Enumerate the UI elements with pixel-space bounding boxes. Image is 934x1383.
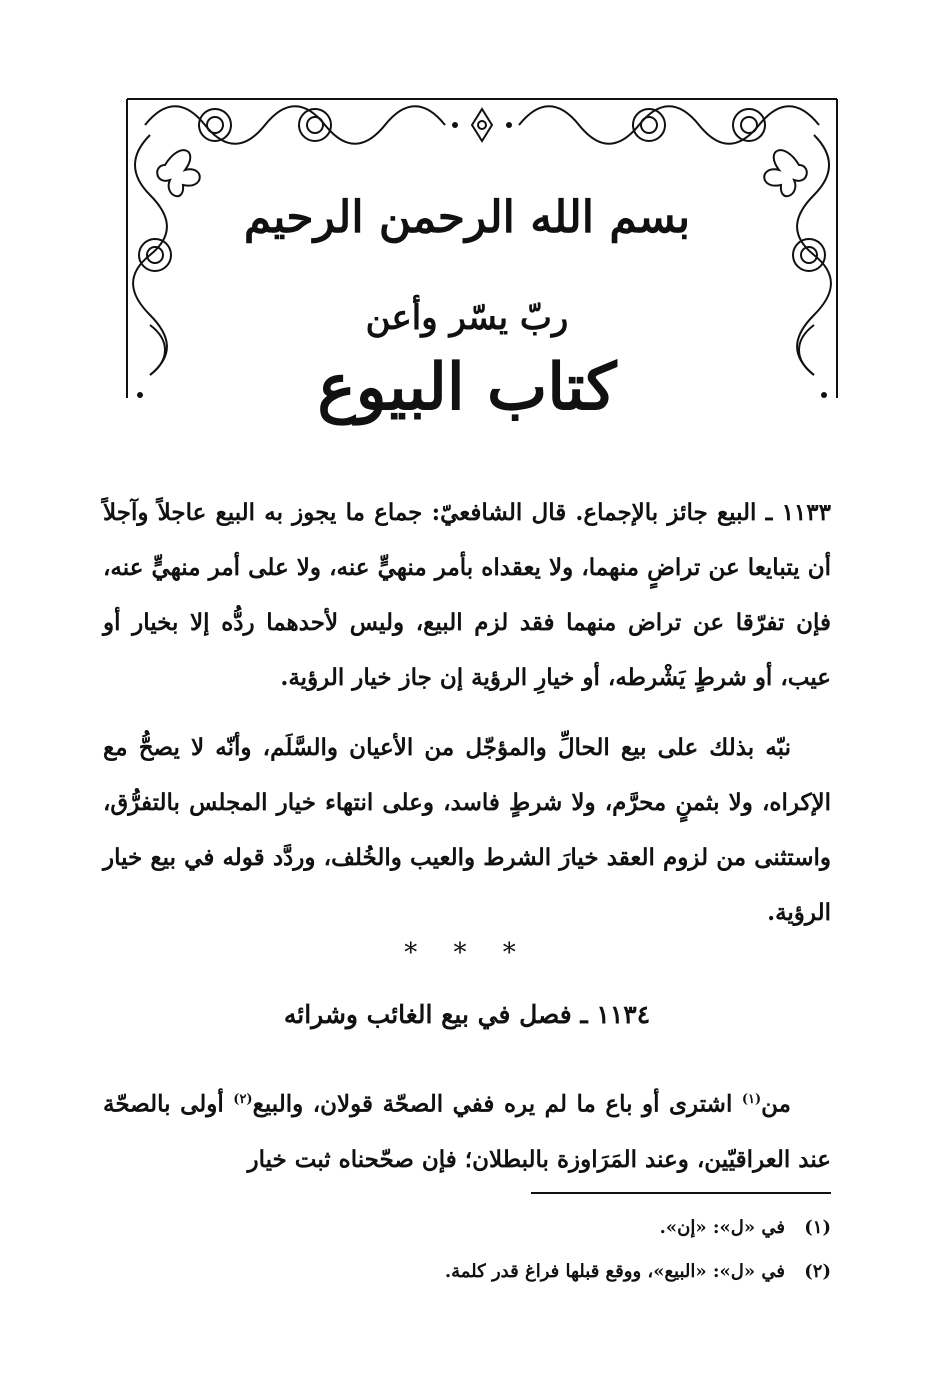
- footnote-ref-1[interactable]: (١): [741, 1092, 762, 1107]
- text-mid: اشترى أو باع ما لم يره ففي الصحّة قولان، والبيع: [252, 1090, 742, 1118]
- paragraph-commentary: [103, 720, 831, 940]
- paragraph-text: ١١٣٣ ـ البيع جائز بالإجماع. قال الشافعيّ: جماع ما يجوز به البيع عاجلاً وآجلاً أن يتبايعا عن تراضٍ منهما، ولا يعقداه بأمر منهيٍّ عنه، ولا على أمر منهيٍّ عنه، فإن تفرّقا عن تراض منهما فقد لزم البيع، وليس لأحدهما ردُّه إلا بخيار أو عيب، أو شرطٍ يَشْرطه، أو خيارِ الرؤية إن جاز خيار الرؤية.: [103, 499, 831, 691]
- paragraph-1134: [103, 1072, 831, 1187]
- paragraph-text: نبّه بذلك على بيع الحالِّ والمؤجّل من الأعيان والسَّلَم، وأنّه لا يصحُّ مع الإكراه، ولا بثمنٍ محرَّم، ولا شرطٍ فاسد، وعلى انتهاء خيار المجلس بالتفرُّق، واستثنى من لزوم العقد خيارَ الشرط والعيب والخُلف، وردَّد قوله في بيع خيار الرؤية.: [103, 734, 831, 926]
- footnote-text: في «ل»: «البيع»، ووقع قبلها فراغ قدر كلمة.: [444, 1261, 785, 1282]
- basmala-heading: بسم الله الرحمن الرحيم: [243, 192, 691, 243]
- footnotes: [103, 1206, 831, 1294]
- paragraph-text: [103, 1072, 831, 1187]
- text-start: من: [761, 1090, 791, 1118]
- footnote-number: (٢): [804, 1261, 831, 1282]
- text-end: أولى بالصحّة عند العراقيّين، وعند المَرَاوزة بالبطلان؛ فإن صحّحناه ثبت خيار: [103, 1090, 831, 1173]
- footnote-number: (١): [804, 1217, 831, 1238]
- section-heading: ١١٣٤ ـ فصل في بيع الغائب وشرائه: [283, 1000, 651, 1029]
- section-separator: * * *: [404, 938, 530, 968]
- paragraph-1133: [103, 485, 831, 705]
- footnote-text: في «ل»: «إن».: [659, 1217, 785, 1238]
- footnote-ref-2[interactable]: (٢): [233, 1092, 253, 1107]
- book-title: كتاب البيوع: [317, 350, 617, 425]
- dua-heading: ربّ يسّر وأعن: [365, 298, 569, 338]
- footnote-item: [103, 1250, 831, 1294]
- footnote-divider: [531, 1192, 831, 1194]
- footnote-item: [103, 1206, 831, 1250]
